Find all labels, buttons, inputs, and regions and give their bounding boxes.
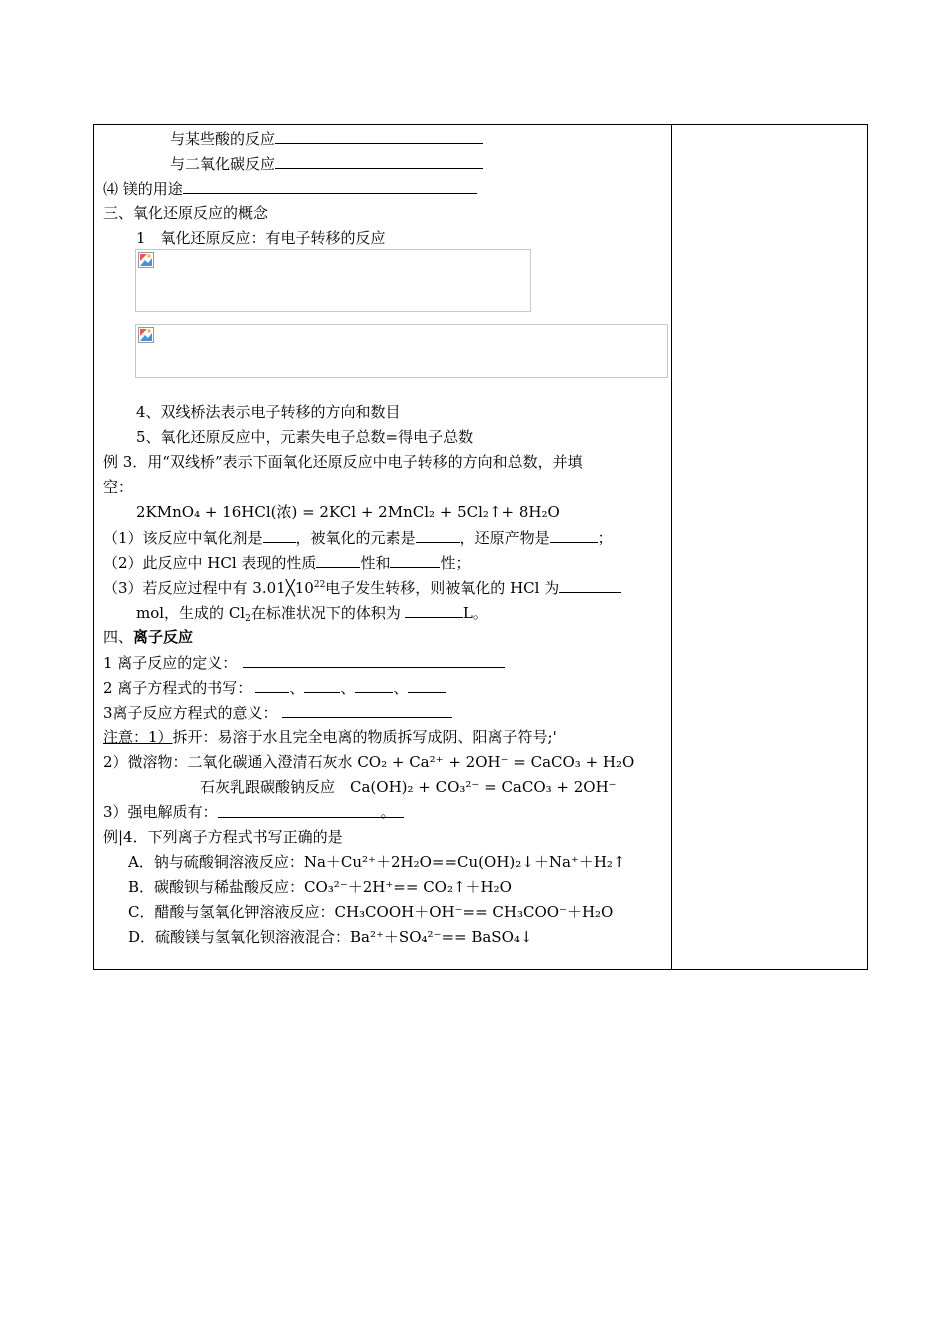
missing-image [135,324,668,378]
line-text: ，被氧化的元素是 [295,529,416,547]
line-text: 拆开：易溶于水且完全电离的物质拆写成阴、阳离子符号;' [172,728,557,746]
choice-d: D．硫酸镁与氢氧化钡溶液混合：Ba²⁺＋SO₄²⁻== BaSO₄↓ [128,928,533,946]
fill-blank [282,702,452,718]
choice-a: A．钠与硫酸铜溶液反应：Na＋Cu²⁺＋2H₂O==Cu(OH)₂↓＋Na⁺＋H₂↑ [128,853,626,871]
choice-b: B．碳酸钡与稀盐酸反应：CO₃²⁻＋2H⁺== CO₂↑＋H₂O [128,878,512,896]
question-3-continued [136,602,488,623]
question-3 [103,577,621,598]
fill-blank [390,552,440,568]
fill-blank [218,802,404,821]
fill-blank [243,652,505,668]
fill-blank [263,527,296,543]
line-text: （2）此反应中 HCl 表现的性质 [103,554,317,572]
line-text: mol，生成的 Cl [136,604,246,622]
text-line [103,702,452,723]
equation: 石灰乳跟碳酸钠反应 Ca(OH)₂ + CO₃²⁻ = CaCO₃ + 2OH⁻ [200,778,617,796]
fill-blank [408,677,446,693]
subscript: 2 [245,614,251,624]
text-line: 1 氧化还原反应：有电子转移的反应 [136,229,386,247]
fill-blank [304,677,340,693]
separator: 、 [289,679,305,697]
example-heading: 例|4．下列离子方程式书写正确的是 [103,828,343,846]
line-text: 电子发生转移，则被氧化的 HCl 为 [325,579,560,597]
fill-blank [550,527,598,543]
line-text: ； [597,529,613,547]
equation: 2）微溶物：二氧化碳通入澄清石灰水 CO₂ + Ca²⁺ + 2OH⁻ = CaCO₃ + H₂O [103,753,635,771]
line-text: （3）若反应过程中有 3.01╳10 [103,579,314,597]
line-text: 在标准状况下的体积为 [250,604,401,622]
fill-blank [416,527,460,543]
line-text: （1）该反应中氧化剂是 [103,529,263,547]
line-text: 注意：1） [103,728,173,746]
fill-blank [355,677,393,693]
fill-blank [559,577,621,593]
separator: 、 [393,679,409,697]
fill-blank [275,128,483,144]
equation: 2KMnO₄ + 16HCl(浓) = 2KCl + 2MnCl₂ + 5Cl₂↑+ 8H₂O [136,503,560,521]
note-line [103,727,557,747]
superscript: 22 [313,580,326,590]
line-text: 3）强电解质有： [103,803,218,821]
text-line [103,178,477,199]
fill-blank [316,552,360,568]
fill-blank [275,153,483,169]
question-1 [103,527,613,548]
line-text: 2 离子方程式的书写： [103,679,253,697]
line-text: 3离子反应方程式的意义： [103,704,278,722]
line-text: 。 [380,803,396,821]
line-text: ，还原产物是 [459,529,550,547]
section-heading [103,627,193,647]
text-line: 空： [103,478,134,496]
text-line [103,652,505,673]
column-divider [671,125,672,969]
text-line [103,677,446,698]
question-2 [103,552,470,573]
fill-blank [255,677,289,693]
line-text: 离子反应 [133,628,194,646]
text-line: 4、双线桥法表示电子转移的方向和数目 [136,403,401,421]
line-text: 1 离子反应的定义： [103,654,238,672]
line-text: 与二氧化碳反应 [170,155,276,173]
choice-c: C．醋酸与氢氧化钾溶液反应：CH₃COOH＋OH⁻== CH₃COO⁻＋H₂O [128,903,614,921]
line-text: L。 [462,604,488,622]
line-text: 性和 [360,554,391,572]
fill-blank [183,178,477,194]
text-line [170,128,483,149]
fill-blank [405,602,463,618]
broken-image-icon [138,327,154,343]
missing-image [135,249,531,312]
text-line [170,153,483,174]
line-text: 性； [440,554,471,572]
example-heading: 例 3．用“双线桥”表示下面氧化还原反应中电子转移的方向和总数，并填 [103,453,583,471]
section-heading: 三、氧化还原反应的概念 [103,204,269,222]
text-line [103,802,404,822]
line-text: 与某些酸的反应 [170,130,276,148]
text-line: 5、氧化还原反应中，元素失电子总数=得电子总数 [136,428,474,446]
broken-image-icon [138,252,154,268]
separator: 、 [340,679,356,697]
line-text: ⑷ 镁的用途 [103,180,183,198]
line-text: 四、 [103,628,134,646]
